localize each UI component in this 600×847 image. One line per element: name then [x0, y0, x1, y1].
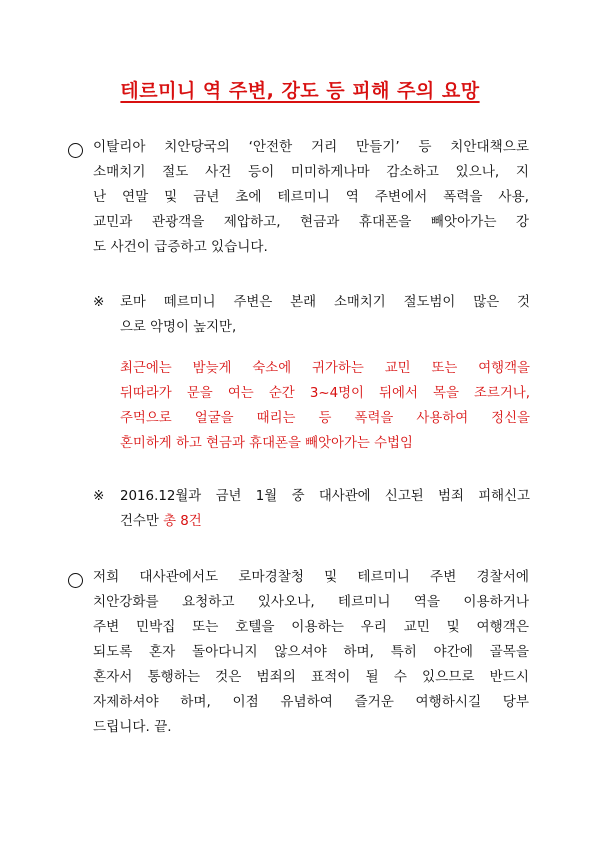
note-line: 2016.12월과 금년 1월 중 대사관에 신고된 범죄 피해신고 [120, 489, 530, 504]
reference-mark-icon: ※ [93, 294, 105, 310]
paragraph-line: 이탈리아 치안당국의 ‘안전한 거리 만들기’ 등 치안대책으로 [93, 139, 529, 155]
red-line: 혼미하게 하고 현금과 휴대폰을 빼앗아가는 수법임 [120, 436, 413, 451]
note-line: 로마 떼르미니 주변은 본래 소매치기 절도범이 많은 것 [120, 295, 530, 310]
note-1 [120, 290, 530, 340]
note-line: 으로 악명이 높지만, [120, 320, 237, 335]
paragraph-line: 되도록 혼자 돌아다니지 않으셔야 하며, 특히 야간에 골목을 [93, 644, 529, 660]
title-text: 테르미니 역 주변, 강도 등 피해 주의 요망 [120, 80, 480, 102]
paragraph-line: 소매치기 절도 사건 등이 미미하게나마 감소하고 있으나, 지 [93, 164, 529, 180]
paragraph-1 [93, 135, 529, 260]
paragraph-2 [93, 565, 529, 740]
case-count: 총 8건 [163, 514, 202, 529]
paragraph-line: 자제하셔야 하며, 이점 유념하여 즐거운 여행하시길 당부 [93, 694, 529, 710]
paragraph-line: 혼자서 통행하는 것은 범죄의 표적이 될 수 있으므로 반드시 [93, 669, 529, 685]
note-line-prefix: 건수만 [120, 514, 164, 529]
reference-mark-icon: ※ [93, 488, 105, 504]
paragraph-line: 도 사건이 급증하고 있습니다. [93, 239, 268, 255]
document-title [0, 76, 600, 103]
red-line: 최근에는 밤늦게 숙소에 귀가하는 교민 또는 여행객을 [120, 361, 530, 376]
note-1-red-detail [120, 356, 530, 456]
red-line: 주먹으로 얼굴을 때리는 등 폭력을 사용하여 정신을 [120, 411, 530, 426]
paragraph-line: 저희 대사관에서도 로마경찰청 및 테르미니 주변 경찰서에 [93, 569, 529, 585]
red-line: 뒤따라가 문을 여는 순간 3~4명이 뒤에서 목을 조르거나, [120, 386, 530, 401]
circle-bullet-icon [68, 573, 83, 588]
paragraph-line: 주변 민박집 또는 호텔을 이용하는 우리 교민 및 여행객은 [93, 619, 529, 635]
paragraph-line: 치안강화를 요청하고 있사오나, 테르미니 역을 이용하거나 [93, 594, 529, 610]
note-2 [120, 484, 530, 534]
paragraph-line: 드립니다. 끝. [93, 719, 172, 735]
circle-bullet-icon [68, 143, 83, 158]
note-line [120, 509, 530, 534]
paragraph-line: 교민과 관광객을 제압하고, 현금과 휴대폰을 빼앗아가는 강 [93, 214, 529, 230]
paragraph-line: 난 연말 및 금년 초에 테르미니 역 주변에서 폭력을 사용, [93, 189, 529, 205]
